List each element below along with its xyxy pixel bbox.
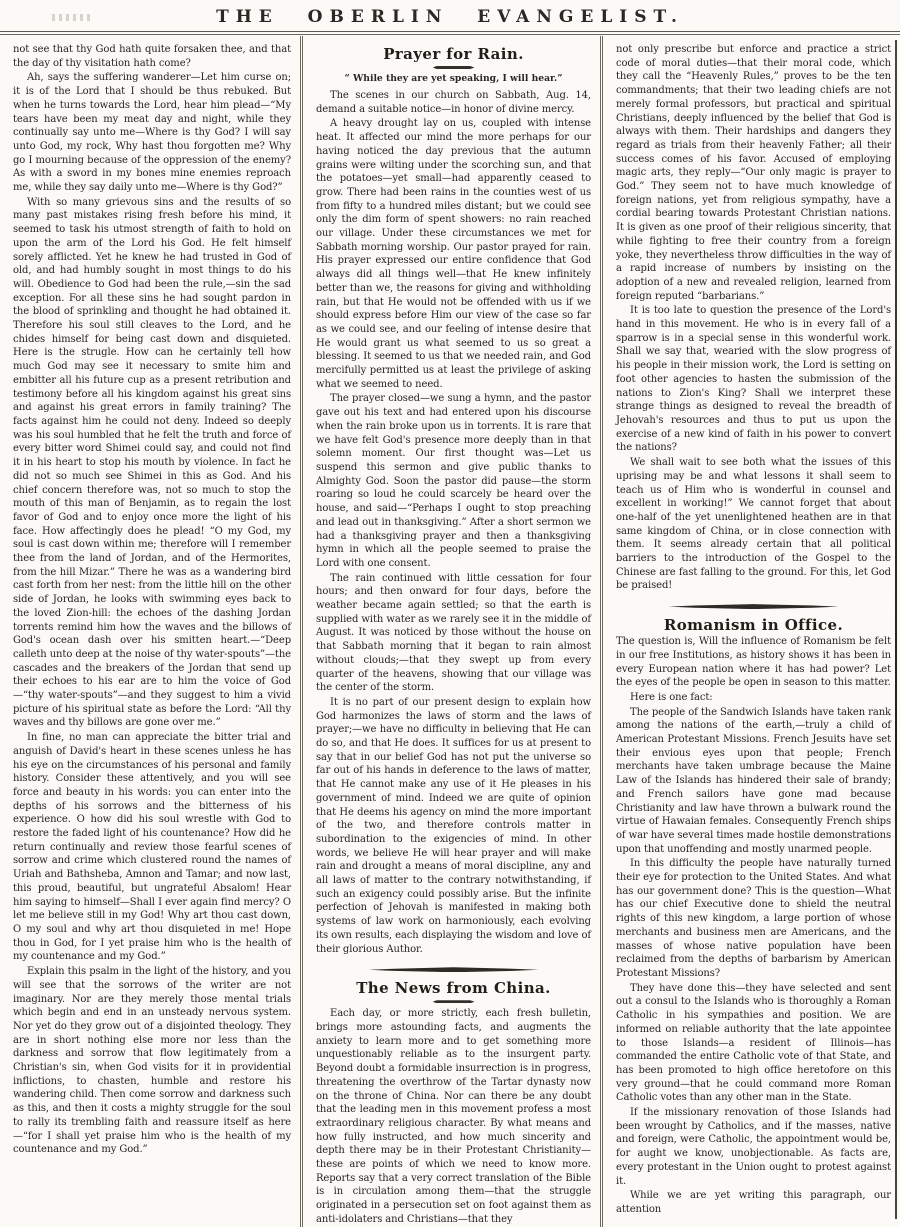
paragraph: In fine, no man can appreciate the bitter trial and anguish of David's heart in these scenes unless he has his eye on the circumstances of his personal and family history. Consider these attentively, and you will see force and beauty in his words: you can enter into the depths of his sorrows and the bitterness of his experience. O how did his soul wrestle with God to restore the faded light of his countenance? How did he return continually and review those fearful scenes of sorrow and crime which clustered round the names of Uriah and Bathsheba, Amnon and Tamar; and now last, this proud, beautiful, but ungrateful Absalom! Hear him saying to himself—Shall I ever again find mercy? O let me believe still in my God! Why art thou cast down, O my soul and why art thou disquieted in me! Hope thou in God, for I yet praise him who is the health of my countenance and my God.” — [13, 732, 291, 963]
article-china-continuation — [616, 43, 891, 593]
paragraph: We shall wait to see both what the issues of this uprising may be and what lessons it shall seem to teach us of Him who is wonderful in counsel and excellent in working!” We cannot forget that about one-half of the yet unenlightened heathen are in that same kingdom of China, or in close connection with them. It seems already certain that all political barriers to the introduction of the Gospel to the Chinese are fast falling to the ground. For this, let God be praised! — [616, 457, 891, 592]
paragraph: It is too late to question the presence of the Lord's hand in this movement. He who is in every fall of a sparrow is in a special sense in this wonderful work. Shall we say that, wearied with the slow progress of his people in their mission work, the Lord is setting on foot other agencies to hasten the submission of the nations to Zion's King? Shall we interpret these strange things as designed to reveal the breadth of Jehovah's resources and thus to put us upon the exercise of a new kind of faith in his power to convert the nations? — [616, 305, 891, 454]
section-divider — [669, 604, 839, 609]
paragraph: The question is, Will the influence of Romanism be felt in our free Institutions, as history shows it has been in every European nation where it has had power? Let the eyes of the people be open in season to this matter. — [616, 636, 891, 689]
paragraph: In this difficulty the people have naturally turned their eye for protection to the United States. And what has our government done? This is the question—What has our chief Executive done to shield the neutral rights of this new kingdom, a large portion of whose merchants and business men are Americans, and the masses of whose native population have been reclaimed from the depths of barbarism by American Protestant Missions? — [616, 858, 891, 979]
page-title: THE OBERLIN EVANGELIST. — [216, 7, 684, 27]
paragraph: Each day, or more strictly, each fresh bulletin, brings more astounding facts, and augments the anxiety to learn more and to get something more unquestionably reliable as to the insurgent party. Beyond doubt a formidable insurrection is in progress, threatening the overthrow of the Tartar dynasty now on the throne of China. Nor can there be any doubt that the leading men in this movement profess a most extraordinary religious character. By what means and how fully instructed, and how much sincerity and depth there may be in their Protestant Christianity—these are points of which we need to know more. Reports say that a very correct translation of the Bible is in circulation among them—that the struggle originated in a persecution set on foot against them as anti-idolaters and Christians—that they — [316, 1008, 591, 1225]
column-3 — [600, 36, 900, 1227]
paragraph: not see that thy God hath quite forsaken thee, and that the day of thy visitation hath come? — [13, 44, 291, 69]
article-title-romanism-in-office: Romanism in Office. — [663, 616, 844, 635]
masthead-rule — [0, 31, 900, 35]
paragraph: With so many grievous sins and the results of so many past mistakes rising fresh before his mind, it seemed to task his utmost strength of faith to hold on upon the arm of the Lord his God. He felt himself sorely afflicted. Yet he knew he had trusted in God of old, and had humbly sought in most things to do his will. Obedience to God had been the rule,—sin the sad exception. For all these sins he had sought pardon in the blood of sprinkling and thought he had obtained it. Therefore his soul still cleaves to the Lord, and he chides himself for being cast down and disquieted. Here is the strugle. How can he certainly tell how much God may see it necessary to smite him and embitter all his future cup as a present retribution and testimony before all his kingdom against his great sins and against his great errors in family training? The facts against him he could not deny. Indeed so deeply was his soul humbled that he felt the truth and force of every bitter word Shimei could say, and could not find it in his heart to stop his mouth by violence. In fact he did not so much see Shimei in this as God. And his chief concern therefore was, not so much to stop the mouth of this man of Benjamin, as to regain the lost favor of God and to enjoy once more the light of his face. How affectingly does he plead! “O my God, my soul is cast down within me; therefore will I remember thee from the land of Jordan, and of the Hermorites, from the hill Mizar.” There he was as a wandering bird cast forth from her nest: from the little hill on the other side of Jordan, he looks with swimming eyes back to the loved Zion-hill: the echoes of the dashing Jordan torrents remind him how the waves and the billows of God's ocean dash over his smitten heart.—“Deep calleth unto deep at the noise of thy water-spouts”—the cascades and the breakers of the Jordan that send up their echoes to his ear are to him the voice of God—“thy water-spouts”—and they suggest to him a vivid picture of his spiritual state as before the Lord: “All thy waves and thy billows are gone over me.” — [13, 196, 291, 729]
epigraph: “ While they are yet speaking, I will hear.” — [344, 73, 563, 84]
article-title-news-from-china: The News from China. — [356, 979, 551, 998]
paragraph: They have done this—they have selected and sent out a consul to the Islands who is thoroughly a Roman Catholic in his sympathies and position. We are informed on reliable authority that the late appointee to those Islands—a resident of Illinois—has commanded the entire Catholic vote of that State, and has been promoted to high office heretofore on this very ground—that he could command more Roman Catholic votes than any other man in the State. — [616, 982, 891, 1104]
paragraph: The people of the Sandwich Islands have taken rank among the nations of the earth,—truly a child of American Protestant Missions. French Jesuits have set their envious eyes upon that people; French merchants have taken umbrage because the Maine Law of the Islands has hindered their sale of brandy; and French sailors have gone mad because Christianity and law have thrown a bulwark round the virtue of Hawaian females. Consequently French ships of war have several times made hostile demonstrations upon that unoffending and mostly unarmed people. — [616, 706, 891, 855]
paragraph: not only prescribe but enforce and practice a strict code of moral duties—that their moral code, which they call the “Heavenly Rules,” proves to be the ten commandments; that their two leading chiefs are not merely formal professors, but practical and spiritual Christians, deeply influenced by the belief that God is always with them. Their hardships and dangers they regard as trials from their heavenly Father; all their success comes of his favor. Accused of employing magic arts, they reply—“Our only magic is prayer to God.” They seem not to have much knowledge of foreign nations, yet from religious sympathy, have a cordial bearing towards Protestant Christian nations. It is given as one proof of their religious sincerity, that while fighting to free their country from a foreign yoke, they nevertheless throw difficulties in the way of a rapid increase of numbers by insisting on the adoption of a new and revealed religion, learned from foreign reputed “barbarians.” — [616, 44, 891, 302]
article-psalm-continuation — [13, 43, 291, 1157]
page-number-smudge — [52, 14, 92, 21]
section-divider — [369, 967, 539, 972]
article-news-from-china — [316, 1007, 591, 1226]
paragraph: If the missionary renovation of those Islands had been wrought by Catholics, and if the masses, native and foreign, were Catholic, the appointment would be, for aught we know, unobjectionable. As facts are, every protestant in the Union ought to protest against it. — [616, 1107, 891, 1187]
paragraph: Ah, says the suffering wanderer—Let him curse on; it is of the Lord that I should be thus rebuked. But when he turns towards the Lord, hear him plead—“My tears have been my meat day and night, while they continually say unto me—Where is thy God? I will say unto God, my rock, Why hast thou forgotten me? Why go I mourning because of the oppression of the enemy? As with a sword in my bones mine enemies reproach me, while they say daily unto me—Where is thy God?” — [13, 72, 291, 194]
paragraph: It is no part of our present design to explain how God harmonizes the laws of storm and the laws of prayer;—we have no difficulty in believing that He can do so, and that He does. It suffices for us at present to say that in our belief God has not put the universe so far out of his hands in deference to the laws of matter, that He cannot make any use of it He pleases in his government of mind. Indeed we are quite of opinion that He deems his agency on mind the more important of the two, and therefore controls matter in subordination to the exigencies of mind. In other words, we believe He will hear prayer and will make rain and drought a means of moral discipline, any and all laws of matter to the contrary notwithstanding, if such an exigency could possibly arise. But the infinite perfection of Jehovah is manifested in making both systems of law work on harmoniously, each evolving its own results, each displaying the wisdom and love of their glorious Author. — [316, 696, 591, 955]
scan-edge-artifact — [895, 40, 897, 1219]
article-title-prayer-for-rain: Prayer for Rain. — [383, 45, 524, 63]
paragraph: The rain continued with little cessation for four hours; and then onward for four days, before the weather became again settled; so that the earth is supplied with water as we rarely see it in the middle of August. It was noticed by those without the house on that Sabbath morning that it began to rain almost without clouds;—that they swept up from every quarter of the heavens, showing that our village was the center of the storm. — [316, 572, 591, 694]
column-1 — [0, 36, 300, 1227]
paragraph: Here is one fact: — [630, 691, 713, 703]
article-romanism-in-office — [616, 635, 891, 1217]
article-prayer-for-rain — [316, 89, 591, 956]
paragraph: Explain this psalm in the light of the history, and you will see that the sorrows of the writer are not imaginary. Nor are they merely those mental trials which begin and end in an unsteady nervous system. Nor yet do they grow out of a disjointed theology. They are in short nothing else more nor less than the darkness and sorrow that flow legitimately from a Christian's sin, when God visits for it in providential inflictions, to chasten, humble and restore his wandering child. Then come sorrow and darkness such as this, and then it costs a mighty struggle for the soul to rally its trembling faith and reassure itself as here—“for I shall yet praise him who is the health of my countenance and my God.” — [13, 966, 291, 1156]
column-2 — [300, 36, 600, 1227]
paragraph: A heavy drought lay on us, coupled with intense heat. It affected our mind the more perhaps for our having noticed the day previous that the autumn grains were wilting under the scorching sun, and that the potatoes—yet small—had apparently ceased to grow. There had been rains in the counties west of us from fifty to a hundred miles distant; but we could see only the dim form of spent showers: no rain reached our village. Under these circumstances we met for Sabbath morning worship. Our pastor prayed for rain. His prayer expressed our entire confidence that God always did all things well—that He knew infinitely better than we, the reasons for giving and withholding rain, but that He would not be offended with us if we should express before Him our view of the case so far as we could see, and our feeling of intense desire that He would grant us what seemed to us so great a blessing. It seemed to us that we needed rain, and God mercifully permitted us at least the privilege of asking what we seemed to need. — [316, 118, 591, 390]
paragraph: The scenes in our church on Sabbath, Aug. 14, demand a suitable notice—in honor of divine mercy. — [316, 90, 591, 115]
paragraph: While we are yet writing this paragraph, our attention — [616, 1190, 891, 1215]
paragraph: The prayer closed—we sung a hymn, and the pastor gave out his text and had entered upon his discourse when the rain broke upon us in torrents. It is rare that we have felt God's presence more deeply than in that solemn moment. Our first thought was—Let us suspend this sermon and give public thanks to Almighty God. Soon the pastor did pause—the storm roaring so loud he could scarcely be heard over the house, and said—“Perhaps I ought to stop preaching and lead out in thanksgiving.” After a short sermon we had a thanksgiving prayer and then a thanksgiving hymn in which all the people seemed to praise the Lord with one consent. — [316, 393, 591, 569]
title-rule — [433, 1000, 475, 1003]
title-rule — [433, 66, 475, 69]
column-layout — [0, 36, 900, 1227]
